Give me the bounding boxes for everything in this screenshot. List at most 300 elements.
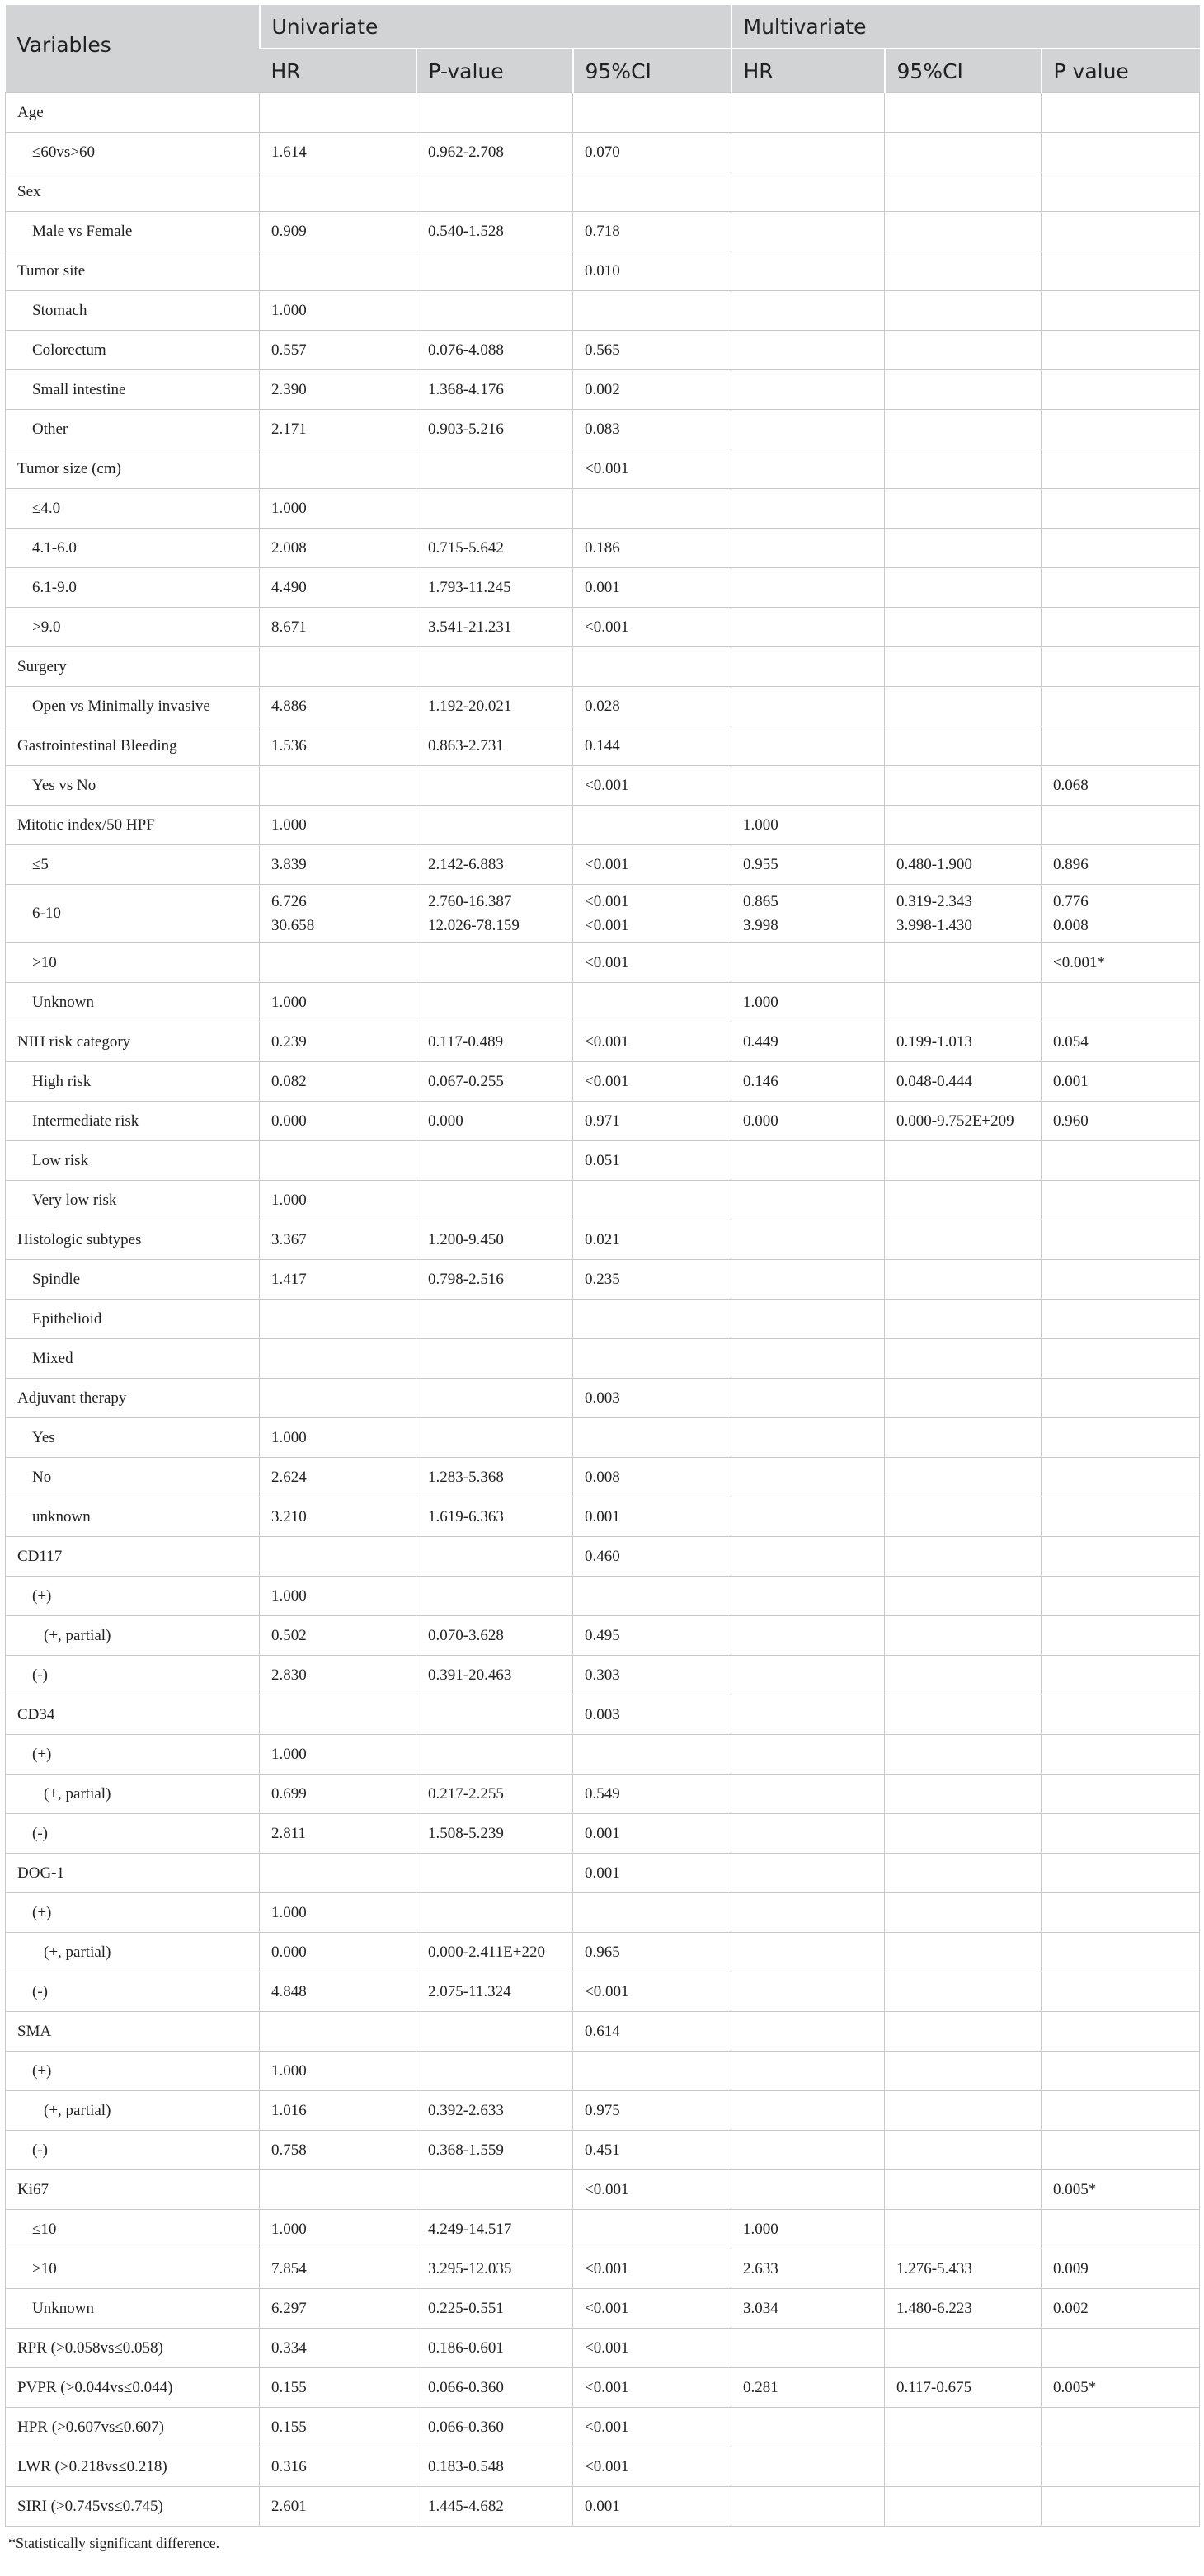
table-row [6,1458,1200,1497]
value-cell [573,983,731,1022]
value-cell [260,766,416,806]
value-cell: 2.171 [260,410,416,449]
value-cell [1042,2052,1200,2091]
value-cell: 0.975 [573,2091,731,2131]
value-cell: 1.368-4.176 [416,370,573,410]
table-row [6,1775,1200,1814]
value-cell [731,726,885,766]
value-cell [731,2329,885,2368]
value-cell [573,1577,731,1616]
value-cell: 1.614 [260,133,416,172]
value-cell [260,93,416,133]
variable-label: Colorectum [6,331,260,370]
value-cell: 0.186-0.601 [416,2329,573,2368]
column-header: 95%CI [885,49,1042,93]
value-cell [1042,1616,1200,1656]
value-cell: <0.001 [573,1022,731,1062]
value-cell [731,251,885,291]
variable-label: Tumor size (cm) [6,449,260,489]
value-cell [260,885,416,943]
table-row [6,133,1200,172]
variable-label: ≤60vs>60 [6,133,260,172]
value-cell [416,647,573,687]
column-header: HR [260,49,416,93]
value-cell [1042,1814,1200,1854]
value-cell [731,370,885,410]
value-cell [885,1972,1042,2012]
value-cell: <0.001 [573,2447,731,2487]
value-cell: 2.008 [260,529,416,568]
value-cell [260,1141,416,1181]
value-cell [416,93,573,133]
table-row [6,410,1200,449]
table-row [6,2487,1200,2527]
value-cell [885,806,1042,845]
value-cell: 0.480-1.900 [885,845,1042,885]
stacked-values: 0.776 0.008 [1053,893,1089,934]
value-cell [1042,1577,1200,1616]
value-cell [885,885,1042,943]
value-cell [1042,2091,1200,2131]
table-row [6,1695,1200,1735]
value-cell [260,647,416,687]
value-cell [416,251,573,291]
value-cell: <0.001 [573,608,731,647]
value-cell [731,1537,885,1577]
value-cell: 0.225-0.551 [416,2289,573,2329]
value-cell [260,1300,416,1339]
value-cell [416,449,573,489]
table-row [6,1497,1200,1537]
value-cell [731,172,885,212]
variable-label: 6-10 [6,885,260,943]
value-cell [731,568,885,608]
value-cell: 0.009 [1042,2249,1200,2289]
value-cell: 0.001 [573,2487,731,2527]
value-cell: 0.003 [573,1695,731,1735]
value-cell: 0.235 [573,1260,731,1300]
table-row [6,529,1200,568]
value-cell: 2.601 [260,2487,416,2527]
table-body [6,93,1200,2527]
value-cell [1042,1893,1200,1933]
value-cell [573,93,731,133]
stacked-values: 6.726 30.658 [271,893,315,934]
value-cell [1042,726,1200,766]
value-cell: 0.281 [731,2368,885,2408]
variable-label: Intermediate risk [6,1102,260,1141]
value-cell [1042,2012,1200,2052]
column-header: HR [731,49,885,93]
table-row [6,2289,1200,2329]
table-row [6,1537,1200,1577]
value-cell [731,2012,885,2052]
value-cell [885,2487,1042,2527]
value-cell [260,2170,416,2210]
value-cell [573,1418,731,1458]
column-header: P value [1042,49,1200,93]
value-cell [885,291,1042,331]
value-cell [416,291,573,331]
value-cell [885,1300,1042,1339]
variable-label: LWR (>0.218vs≤0.218) [6,2447,260,2487]
value-cell: 0.000 [260,1102,416,1141]
value-cell [885,2131,1042,2170]
value-cell: 1.793-11.245 [416,568,573,608]
value-cell: 2.633 [731,2249,885,2289]
value-cell [1042,1854,1200,1893]
value-cell: 0.005* [1042,2368,1200,2408]
variable-label: Low risk [6,1141,260,1181]
value-cell: 0.960 [1042,1102,1200,1141]
value-cell: 0.971 [573,1102,731,1141]
table-row [6,608,1200,647]
value-cell [885,2170,1042,2210]
value-cell [731,943,885,983]
value-cell [731,1497,885,1537]
value-cell [885,529,1042,568]
footnote: *Statistically significant difference. [8,2535,220,2551]
value-cell [885,1181,1042,1220]
value-cell: 1.016 [260,2091,416,2131]
value-cell [260,449,416,489]
stacked-values: 0.319-2.343 3.998-1.430 [896,893,972,934]
value-cell [885,766,1042,806]
value-cell [416,885,573,943]
variable-label: (-) [6,1814,260,1854]
value-cell [1042,1260,1200,1300]
variable-label: NIH risk category [6,1022,260,1062]
value-cell [731,687,885,726]
value-cell [731,1181,885,1220]
table-row [6,2447,1200,2487]
variable-label: Unknown [6,983,260,1022]
variable-label: >10 [6,2249,260,2289]
value-cell: 0.451 [573,2131,731,2170]
value-cell [885,1220,1042,1260]
value-cell: 3.541-21.231 [416,608,573,647]
table-row [6,943,1200,983]
value-cell [1042,529,1200,568]
value-cell: 1.000 [731,2210,885,2249]
variable-label: Stomach [6,291,260,331]
value-cell [885,608,1042,647]
table-row [6,172,1200,212]
value-cell [1042,1220,1200,1260]
value-cell [1042,2210,1200,2249]
table-row [6,766,1200,806]
value-cell [731,2052,885,2091]
value-cell: 0.965 [573,1933,731,1972]
value-cell [885,1735,1042,1775]
value-cell [885,2012,1042,2052]
value-cell [731,1577,885,1616]
value-cell: 0.909 [260,212,416,251]
variable-label: CD34 [6,1695,260,1735]
value-cell: <0.001 [573,2289,731,2329]
value-cell: 0.303 [573,1656,731,1695]
value-cell: 0.083 [573,410,731,449]
value-cell [1042,687,1200,726]
value-cell [1042,1972,1200,2012]
value-cell [731,2091,885,2131]
table-row [6,845,1200,885]
value-cell [885,2447,1042,2487]
value-cell [573,1300,731,1339]
column-header: P-value [416,49,573,93]
value-cell: 1.445-4.682 [416,2487,573,2527]
value-cell [1042,1695,1200,1735]
value-cell [416,983,573,1022]
value-cell: 0.003 [573,1379,731,1418]
value-cell [1042,370,1200,410]
value-cell [1042,1775,1200,1814]
value-cell: 0.368-1.559 [416,2131,573,2170]
value-cell: 0.392-2.633 [416,2091,573,2131]
value-cell [1042,93,1200,133]
value-cell [1042,1933,1200,1972]
variable-label: High risk [6,1062,260,1102]
table-row [6,449,1200,489]
value-cell: 0.316 [260,2447,416,2487]
value-cell: 0.155 [260,2368,416,2408]
variable-label: (+, partial) [6,1775,260,1814]
value-cell: 0.000-9.752E+209 [885,1102,1042,1141]
value-cell [885,726,1042,766]
value-cell [573,489,731,529]
table-row [6,1656,1200,1695]
value-cell: 0.449 [731,1022,885,1062]
value-cell: <0.001 [573,766,731,806]
value-cell: 0.146 [731,1062,885,1102]
value-cell [573,1339,731,1379]
regression-table-container [5,5,1199,2552]
value-cell: 0.896 [1042,845,1200,885]
value-cell [416,1695,573,1735]
table-row [6,1379,1200,1418]
value-cell: 1.000 [260,2210,416,2249]
value-cell: 1.000 [260,1181,416,1220]
multivariate-header: Multivariate [731,5,1200,49]
value-cell [885,2329,1042,2368]
value-cell [731,410,885,449]
value-cell [885,331,1042,370]
value-cell [1042,2487,1200,2527]
value-cell [1042,1537,1200,1577]
value-cell: 4.490 [260,568,416,608]
value-cell [731,1695,885,1735]
value-cell [416,766,573,806]
value-cell [1042,983,1200,1022]
value-cell: 0.066-0.360 [416,2408,573,2447]
value-cell [1042,1300,1200,1339]
variable-label: (-) [6,2131,260,2170]
value-cell: 0.001 [573,1814,731,1854]
value-cell: 1.283-5.368 [416,1458,573,1497]
value-cell: 0.758 [260,2131,416,2170]
value-cell: 1.000 [260,1735,416,1775]
value-cell: 0.903-5.216 [416,410,573,449]
value-cell [885,1814,1042,1854]
value-cell [573,885,731,943]
value-cell: 2.142-6.883 [416,845,573,885]
variable-label: (+, partial) [6,2091,260,2131]
value-cell [731,1339,885,1379]
variable-label: (-) [6,1656,260,1695]
value-cell: 0.070-3.628 [416,1616,573,1656]
variable-label: >10 [6,943,260,983]
value-cell: 0.186 [573,529,731,568]
value-cell: 0.066-0.360 [416,2368,573,2408]
value-cell [885,1497,1042,1537]
table-row [6,2052,1200,2091]
value-cell: 8.671 [260,608,416,647]
table-row [6,1141,1200,1181]
value-cell [731,647,885,687]
variable-label: (+) [6,2052,260,2091]
variable-label: Ki67 [6,2170,260,2210]
table-row [6,647,1200,687]
table-row [6,93,1200,133]
table-row [6,2170,1200,2210]
value-cell [885,133,1042,172]
value-cell [573,172,731,212]
value-cell [731,2131,885,2170]
value-cell [1042,212,1200,251]
variable-label: Age [6,93,260,133]
value-cell: 2.830 [260,1656,416,1695]
variable-label: (+) [6,1735,260,1775]
value-cell [731,489,885,529]
table-row [6,251,1200,291]
value-cell [1042,1141,1200,1181]
value-cell [731,1220,885,1260]
value-cell: 0.117-0.489 [416,1022,573,1062]
value-cell: 3.367 [260,1220,416,1260]
value-cell: 0.863-2.731 [416,726,573,766]
value-cell: 0.955 [731,845,885,885]
value-cell [573,1893,731,1933]
value-cell: <0.001 [573,2170,731,2210]
value-cell [885,1260,1042,1300]
table-row [6,2249,1200,2289]
variable-label: (+, partial) [6,1616,260,1656]
value-cell [1042,1339,1200,1379]
value-cell [885,2091,1042,2131]
value-cell [731,608,885,647]
value-cell [885,2210,1042,2249]
table-header [6,5,1200,93]
value-cell: <0.001 [573,943,731,983]
value-cell: 3.295-12.035 [416,2249,573,2289]
variable-label: Male vs Female [6,212,260,251]
univariate-header: Univariate [260,5,731,49]
value-cell [731,291,885,331]
value-cell: <0.001 [573,2249,731,2289]
value-cell [260,2012,416,2052]
table-row [6,489,1200,529]
value-cell [1042,1656,1200,1695]
value-cell [1042,1379,1200,1418]
value-cell: 0.144 [573,726,731,766]
value-cell: 0.000 [731,1102,885,1141]
value-cell: 1.192-20.021 [416,687,573,726]
value-cell [885,687,1042,726]
value-cell [1042,2447,1200,2487]
value-cell [416,1379,573,1418]
value-cell: 1.000 [731,983,885,1022]
variable-label: Mitotic index/50 HPF [6,806,260,845]
table-row [6,291,1200,331]
value-cell [1042,291,1200,331]
value-cell [731,331,885,370]
value-cell [885,943,1042,983]
variable-label: Very low risk [6,1181,260,1220]
value-cell: 4.848 [260,1972,416,2012]
value-cell [885,410,1042,449]
value-cell [416,2170,573,2210]
value-cell [731,133,885,172]
value-cell [260,943,416,983]
value-cell [885,1379,1042,1418]
value-cell: 0.021 [573,1220,731,1260]
table-row [6,568,1200,608]
value-cell [731,1418,885,1458]
value-cell: 0.495 [573,1616,731,1656]
value-cell: 6.297 [260,2289,416,2329]
value-cell [416,172,573,212]
value-cell [416,1181,573,1220]
value-cell: 0.715-5.642 [416,529,573,568]
value-cell: 0.565 [573,331,731,370]
value-cell: 1.536 [260,726,416,766]
value-cell: <0.001 [573,2329,731,2368]
value-cell [260,1339,416,1379]
value-cell [731,1854,885,1893]
value-cell: 2.075-11.324 [416,1972,573,2012]
table-row [6,1102,1200,1141]
value-cell [731,1656,885,1695]
value-cell [416,1735,573,1775]
value-cell: 1.200-9.450 [416,1220,573,1260]
variable-label: (+) [6,1893,260,1933]
variable-label: ≤5 [6,845,260,885]
value-cell [731,449,885,489]
table-row [6,1062,1200,1102]
value-cell [731,885,885,943]
variable-label: 6.1-9.0 [6,568,260,608]
variable-label: Yes [6,1418,260,1458]
variable-label: ≤4.0 [6,489,260,529]
value-cell: 2.390 [260,370,416,410]
variable-label: Yes vs No [6,766,260,806]
stacked-values: <0.001 <0.001 [585,893,629,934]
value-cell [416,1339,573,1379]
value-cell: 1.000 [260,291,416,331]
value-cell: 1.480-6.223 [885,2289,1042,2329]
value-cell: 3.034 [731,2289,885,2329]
value-cell: 0.000 [416,1102,573,1141]
value-cell [1042,1458,1200,1497]
variable-label: Epithelioid [6,1300,260,1339]
value-cell [1042,133,1200,172]
value-cell: 0.070 [573,133,731,172]
table-row [6,1735,1200,1775]
table-row [6,331,1200,370]
value-cell [731,1458,885,1497]
variable-label: Spindle [6,1260,260,1300]
value-cell [416,2012,573,2052]
